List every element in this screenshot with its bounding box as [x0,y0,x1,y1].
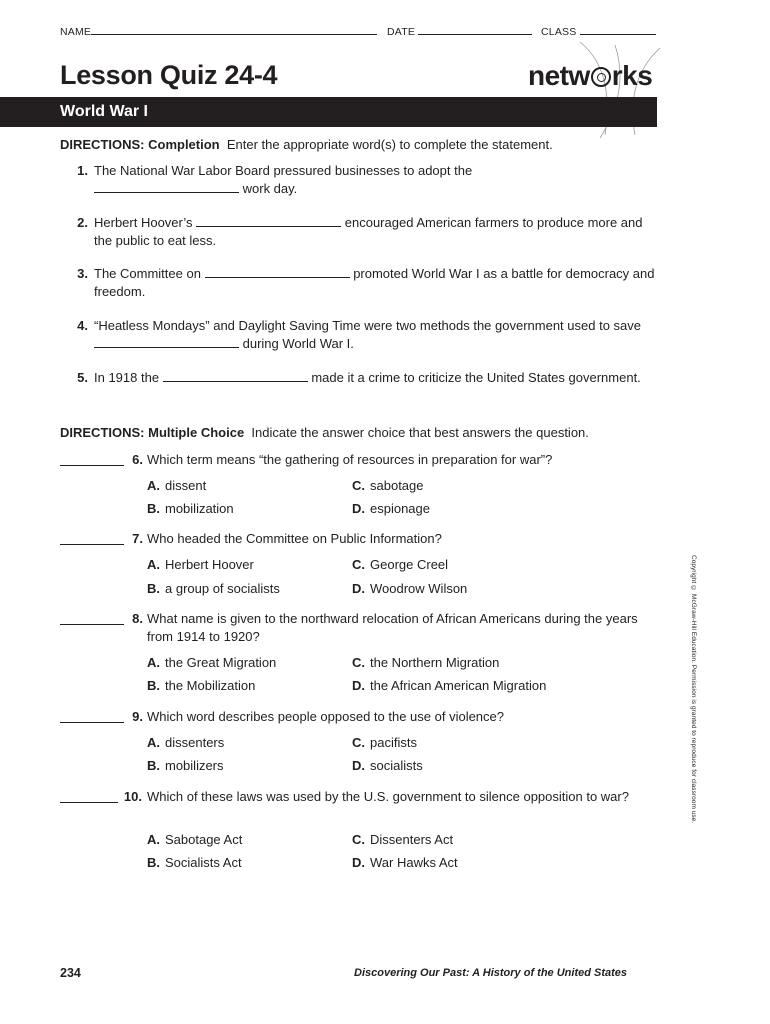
option-letter: A. [147,478,160,493]
option-text: Herbert Hoover [165,557,254,572]
item-text-after: promoted World War I as a battle for democracy and freedom. [94,266,655,299]
name-label: NAME [60,26,92,38]
mc-question [0,708,680,778]
item-number: 2. [77,215,88,230]
page-number: 234 [60,966,81,980]
multiple-choice-directions-text: Indicate the answer choice that best answers the question. [251,425,589,440]
answer-blank[interactable] [60,788,118,803]
question-text: Which word describes people opposed to the use of violence? [147,709,504,724]
item-text-before: The Committee on [94,266,201,281]
option-d [352,757,423,775]
completion-directions-label: DIRECTIONS: Completion [60,137,220,152]
item-text-before: “Heatless Mondays” and Daylight Saving Time were two methods the government used to save [94,318,641,333]
option-text: the Great Migration [165,655,277,670]
item-number: 3. [77,266,88,281]
option-text: socialists [370,758,423,773]
answer-blank[interactable] [163,369,308,382]
answer-blank[interactable] [94,180,239,193]
completion-item [0,317,680,357]
option-a [147,831,242,849]
completion-item [0,162,680,202]
copyright-notice: Copyright © McGraw-Hill Education. Permission is granted to reproduce for classroom use. [690,555,697,824]
option-letter: B. [147,581,160,596]
name-line [91,25,377,35]
option-d [352,854,458,872]
option-c [352,734,417,752]
option-c [352,556,448,574]
option-letter: A. [147,832,160,847]
class-field[interactable] [541,25,656,38]
answer-blank[interactable] [205,265,350,278]
option-letter: C. [352,735,365,750]
mc-question [0,451,680,521]
item-text-after: made it a crime to criticize the United States government. [311,370,641,385]
option-text: the Northern Migration [370,655,500,670]
class-label: CLASS [541,26,577,38]
logo-text-end: rks [611,60,653,91]
answer-blank[interactable] [196,214,341,227]
option-letter: C. [352,832,365,847]
option-a [147,556,254,574]
item-text-after: during World War I. [242,336,354,351]
section-bar [0,97,657,127]
mc-question [0,530,680,600]
question-text: Which of these laws was used by the U.S. government to silence opposition to war? [147,789,629,804]
date-line [418,25,532,35]
name-field[interactable] [60,25,377,38]
completion-directions-text: Enter the appropriate word(s) to complete the statement. [226,137,553,152]
option-letter: D. [352,581,365,596]
option-letter: D. [352,855,365,870]
question-number: 6. [132,452,143,467]
option-letter: D. [352,501,365,516]
option-letter: A. [147,655,160,670]
option-text: War Hawks Act [370,855,458,870]
option-b [147,500,234,518]
option-text: Woodrow Wilson [370,581,468,596]
option-letter: B. [147,501,160,516]
option-d [352,580,467,598]
date-label: DATE [387,26,416,38]
option-text: the African American Migration [370,678,547,693]
multiple-choice-directions-label: DIRECTIONS: Multiple Choice [60,425,245,440]
option-text: George Creel [370,557,449,572]
option-a [147,734,224,752]
answer-blank[interactable] [60,451,124,466]
date-field[interactable] [387,25,532,38]
item-text-before: Herbert Hoover’s [94,215,193,230]
option-c [352,654,499,672]
networks-logo [528,60,652,92]
question-number: 9. [132,709,143,724]
question-number: 10. [123,789,142,804]
option-b [147,677,255,695]
option-a [147,477,206,495]
answer-blank[interactable] [94,335,239,348]
section-title: World War I [60,103,148,120]
option-b [147,757,224,775]
item-number: 1. [77,163,88,178]
question-number: 7. [132,531,143,546]
option-letter: D. [352,758,365,773]
logo-globe-icon [591,67,611,87]
option-letter: B. [147,855,160,870]
option-text: mobilization [165,501,234,516]
book-title: Discovering Our Past: A History of the United States [354,967,628,979]
item-text-before: The National War Labor Board pressured businesses to adopt the [94,163,473,178]
option-text: espionage [370,501,430,516]
option-letter: D. [352,678,365,693]
completion-item [0,214,680,254]
option-c [352,831,453,849]
option-letter: B. [147,678,160,693]
answer-blank[interactable] [60,530,124,545]
class-line [580,25,656,35]
logo-text-start: netw [528,60,590,91]
option-a [147,654,276,672]
option-d [352,677,546,695]
item-number: 4. [77,318,88,333]
question-text: Who headed the Committee on Public Information? [147,531,442,546]
mc-question [0,788,680,878]
page-title: Lesson Quiz 24-4 [60,60,278,90]
answer-blank[interactable] [60,610,124,625]
option-letter: C. [352,655,365,670]
option-text: dissenters [165,735,225,750]
option-c [352,477,424,495]
completion-directions [60,137,553,152]
option-text: a group of socialists [165,581,280,596]
item-text-after: encouraged American farmers to produce more and the public to eat less. [94,215,643,248]
option-text: Socialists Act [165,855,242,870]
option-text: the Mobilization [165,678,256,693]
option-letter: A. [147,735,160,750]
option-text: Sabotage Act [165,832,243,847]
item-text-after: work day. [242,181,298,196]
option-b [147,580,280,598]
option-letter: A. [147,557,160,572]
question-text: What name is given to the northward relocation of African Americans during the years from 1914 to 1920? [147,611,638,644]
option-letter: C. [352,478,365,493]
item-text-before: In 1918 the [94,370,160,385]
question-number: 8. [132,611,143,626]
option-text: sabotage [370,478,424,493]
question-text: Which term means “the gathering of resources in preparation for war”? [147,452,553,467]
multiple-choice-directions [60,425,589,440]
option-b [147,854,242,872]
item-number: 5. [77,370,88,385]
completion-item [0,265,680,305]
option-letter: B. [147,758,160,773]
option-text: dissent [165,478,207,493]
option-text: pacifists [370,735,417,750]
option-letter: C. [352,557,365,572]
completion-item [0,369,680,409]
option-d [352,500,430,518]
answer-blank[interactable] [60,708,124,723]
option-text: Dissenters Act [370,832,454,847]
mc-question [0,610,680,700]
option-text: mobilizers [165,758,224,773]
